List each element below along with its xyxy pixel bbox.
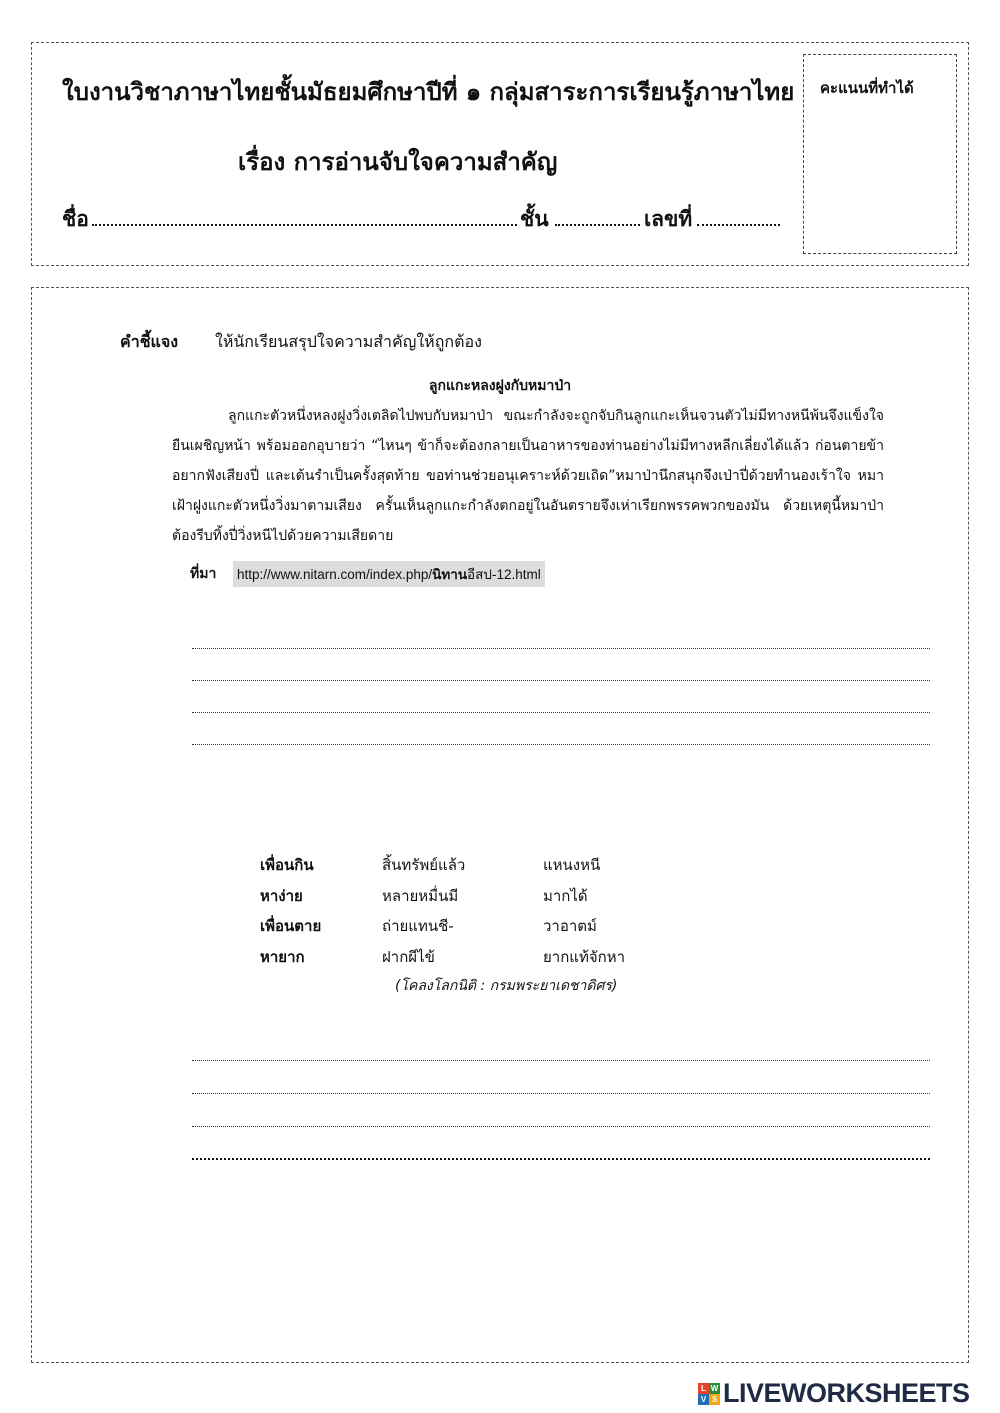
answer-line-6[interactable]: [192, 1093, 930, 1094]
brand-name: LIVEWORKSHEETS: [723, 1378, 970, 1408]
answer-line-8[interactable]: [192, 1158, 930, 1160]
source-url-prefix: http://www.nitarn.com/index.php/: [237, 567, 433, 582]
worksheet-title: ใบงานวิชาภาษาไทยชั้นมัธยมศึกษาปีที่ ๑ กลุ่มสาระการเรียนรู้ภาษาไทย: [62, 78, 795, 106]
poem-row2-col2: หลายหมื่นมี: [382, 887, 459, 905]
name-label: ชื่อ: [62, 207, 89, 231]
instructions-label: คำชี้แจง: [120, 332, 179, 351]
source-url: [233, 561, 545, 587]
source-label: ที่มา: [190, 566, 217, 582]
number-field[interactable]: [697, 224, 780, 226]
source-url-bold: นิทาน: [432, 567, 468, 582]
name-field[interactable]: [92, 224, 517, 226]
liveworksheets-logo-icon: [698, 1383, 720, 1405]
answer-line-1[interactable]: [192, 648, 930, 649]
class-label: ชั้น: [520, 207, 549, 231]
story-body: ลูกแกะตัวหนึ่งหลงฝูงวิ่งเตลิดไปพบกับหมาป่า ขณะกำลังจะถูกจับกินลูกแกะเห็นจวนตัวไม่มีทางหนีพ้นจึงแข็งใจยืนเผชิญหน้า พร้อมออกอุบายว่า “ไหนๆ ข้าก็จะต้องกลายเป็นอาหารของท่านอย่างไม่มีทางหลีกเลี่ยงได้แล้ว ก่อนตายข้าอยากฟังเสียงปี่ และเต้นรำเป็นครั้งสุดท้าย ขอท่านช่วยอนุเคราะห์ด้วยเถิด”หมาป่านึกสนุกจึงเป่าปี่ด้วยทำนองเร้าใจ หมาเฝ้าฝูงแกะตัวหนึ่งวิ่งมาตามเสียง ครั้นเห็นลูกแกะกำลังตกอยู่ในอันตรายจึงเห่าเรียกพรรคพวกของมัน ด้วยเหตุนี้หมาป่าต้องรีบทิ้งปี่วิ่งหนีไปด้วยความเสียดาย: [172, 408, 884, 544]
logo-letter-1: L: [698, 1383, 709, 1394]
class-field[interactable]: [555, 224, 640, 226]
poem-row3-col1: เพื่อนตาย: [260, 917, 322, 935]
poem-row1-col1: เพื่อนกิน: [260, 856, 314, 874]
source-url-suffix: อีสป-12.html: [467, 567, 541, 582]
logo-letter-3: V: [698, 1394, 709, 1405]
poem-row3-col3: วาอาตม์: [543, 917, 597, 935]
poem-row2-col3: มากได้: [543, 887, 588, 905]
story-title: ลูกแกะหลงฝูงกับหมาป่า: [428, 378, 572, 394]
poem-row4-col1: หายาก: [260, 948, 305, 966]
number-label: เลขที่: [644, 207, 693, 231]
score-label: คะแนนที่ทำได้: [820, 79, 914, 97]
liveworksheets-brand: [698, 1378, 970, 1409]
logo-letter-2: W: [710, 1383, 719, 1393]
answer-line-5[interactable]: [192, 1060, 930, 1061]
logo-letter-4: S: [709, 1394, 720, 1405]
instructions-text: ให้นักเรียนสรุปใจความสำคัญให้ถูกต้อง: [215, 332, 482, 351]
poem-row1-col2: สิ้นทรัพย์แล้ว: [382, 856, 466, 874]
answer-line-4[interactable]: [192, 744, 930, 745]
poem-row1-col3: แหนงหนี: [543, 856, 601, 874]
poem-credit: (โคลงโลกนิติ : กรมพระยาเดชาดิศร): [395, 978, 618, 994]
answer-line-3[interactable]: [192, 712, 930, 713]
poem-row3-col2: ถ่ายแทนชี-: [382, 917, 454, 935]
answer-line-7[interactable]: [192, 1126, 930, 1127]
poem-row4-col3: ยากแท้จักหา: [543, 948, 626, 966]
poem-row2-col1: หาง่าย: [260, 887, 303, 905]
worksheet-subtitle: เรื่อง การอ่านจับใจความสำคัญ: [238, 148, 558, 176]
answer-line-2[interactable]: [192, 680, 930, 681]
poem-row4-col2: ฝากผีไข้: [382, 948, 435, 966]
